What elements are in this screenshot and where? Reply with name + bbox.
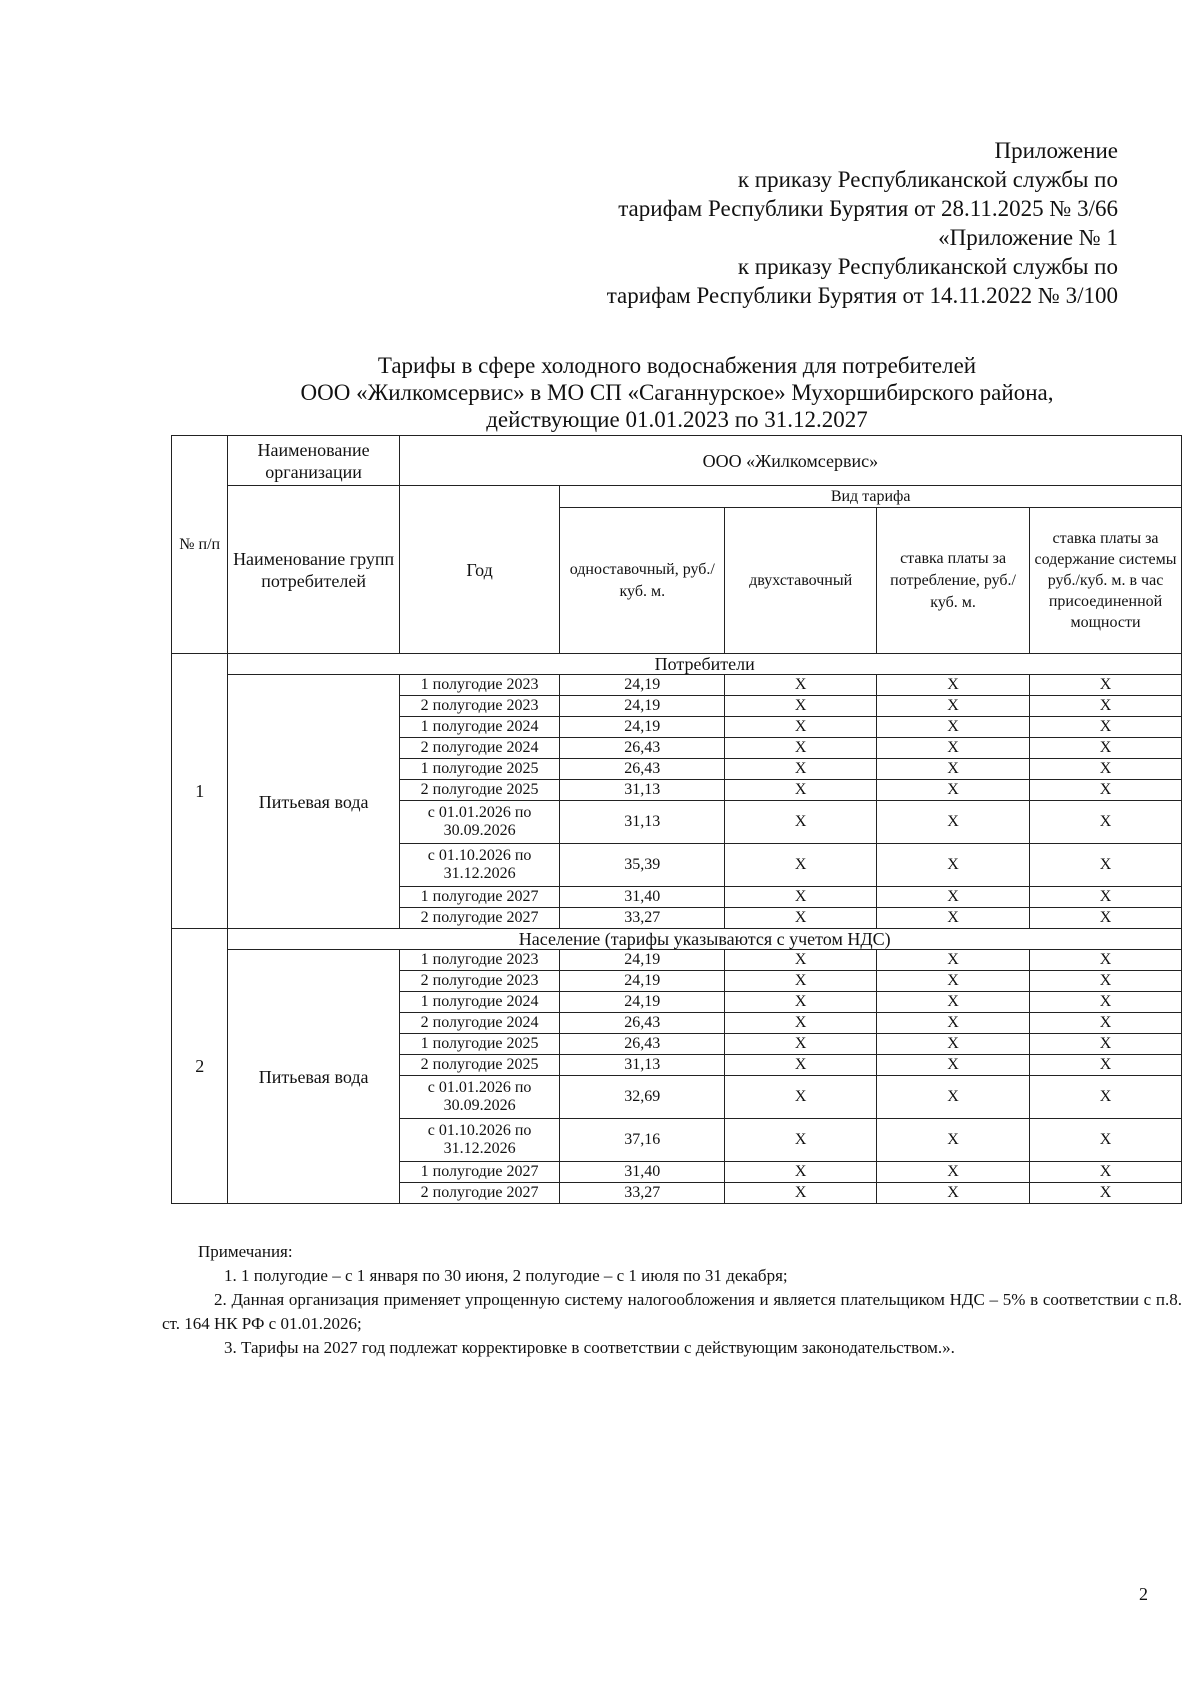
single-rate-cell: 35,39 <box>560 844 725 887</box>
capacity-rate-cell: X <box>1030 1055 1182 1076</box>
single-rate-cell: 26,43 <box>560 1013 725 1034</box>
single-rate-cell: 24,19 <box>560 992 725 1013</box>
double-rate-cell: X <box>725 717 877 738</box>
header-line: тарифам Республики Бурятия от 28.11.2025 № 3/66 <box>618 196 1118 221</box>
page-number: 2 <box>1139 1584 1148 1604</box>
capacity-rate-cell: X <box>1030 844 1182 887</box>
single-rate-cell: 31,13 <box>560 801 725 844</box>
tariff-table <box>171 435 1182 1204</box>
capacity-rate-cell: X <box>1030 887 1182 908</box>
period-cell: 1 полугодие 2025 <box>399 759 560 780</box>
tariff-type-header: Вид тарифа <box>560 486 1182 508</box>
header-line: Приложение <box>994 138 1118 163</box>
period-cell: 1 полугодие 2025 <box>399 1034 560 1055</box>
capacity-rate-cell: X <box>1030 1162 1182 1183</box>
double-rate-cell: X <box>725 1076 877 1119</box>
consumption-rate-cell: X <box>877 1183 1030 1204</box>
capacity-rate-cell: X <box>1030 738 1182 759</box>
capacity-rate-cell: X <box>1030 992 1182 1013</box>
period-cell: 1 полугодие 2027 <box>399 1162 560 1183</box>
consumption-rate-cell: X <box>877 950 1030 971</box>
period-cell: с 01.01.2026 по 30.09.2026 <box>399 801 560 844</box>
period-cell: 2 полугодие 2027 <box>399 1183 560 1204</box>
double-rate-cell: X <box>725 1119 877 1162</box>
capacity-rate-cell: X <box>1030 1034 1182 1055</box>
document-header <box>607 136 1118 310</box>
table-row <box>172 675 1182 696</box>
title-line: Тарифы в сфере холодного водоснабжения для потребителей <box>377 353 977 378</box>
double-rate-cell: X <box>725 1055 877 1076</box>
capacity-rate-cell: X <box>1030 1183 1182 1204</box>
double-rate-cell: X <box>725 1034 877 1055</box>
consumption-rate-cell: X <box>877 738 1030 759</box>
double-rate-cell: X <box>725 1013 877 1034</box>
consumption-rate-cell: X <box>877 801 1030 844</box>
consumption-rate-cell: X <box>877 717 1030 738</box>
period-cell: с 01.01.2026 по 30.09.2026 <box>399 1076 560 1119</box>
double-rate-cell: X <box>725 908 877 929</box>
period-cell: 2 полугодие 2023 <box>399 971 560 992</box>
single-rate-cell: 26,43 <box>560 1034 725 1055</box>
capacity-rate-cell: X <box>1030 717 1182 738</box>
single-rate-cell: 26,43 <box>560 759 725 780</box>
single-rate-cell: 37,16 <box>560 1119 725 1162</box>
col-capacity-header: ставка платы за содержание системы руб./куб. м. в час присоединенной мощности <box>1030 508 1182 654</box>
section-number: 2 <box>172 929 228 1204</box>
consumption-rate-cell: X <box>877 1119 1030 1162</box>
double-rate-cell: X <box>725 801 877 844</box>
title-line: действующие 01.01.2023 по 31.12.2027 <box>486 407 868 432</box>
table-row <box>172 950 1182 971</box>
col-groups-header: Наименование групп потребителей <box>228 486 399 654</box>
period-cell: с 01.10.2026 по 31.12.2026 <box>399 1119 560 1162</box>
double-rate-cell: X <box>725 1183 877 1204</box>
consumer-group: Питьевая вода <box>228 675 399 929</box>
col-org-label: Наименование организации <box>228 436 399 486</box>
notes-title: Примечания: <box>198 1242 293 1261</box>
consumer-group: Питьевая вода <box>228 950 399 1204</box>
document-title <box>172 352 1182 433</box>
org-name: ООО «Жилкомсервис» <box>399 436 1181 486</box>
period-cell: 1 полугодие 2023 <box>399 950 560 971</box>
capacity-rate-cell: X <box>1030 1013 1182 1034</box>
note-item: 1. 1 полугодие – с 1 января по 30 июня, 2 полугодие – с 1 июля по 31 декабря; <box>224 1266 788 1285</box>
capacity-rate-cell: X <box>1030 1076 1182 1119</box>
consumption-rate-cell: X <box>877 992 1030 1013</box>
single-rate-cell: 31,40 <box>560 887 725 908</box>
consumption-rate-cell: X <box>877 675 1030 696</box>
double-rate-cell: X <box>725 696 877 717</box>
period-cell: 1 полугодие 2024 <box>399 992 560 1013</box>
single-rate-cell: 24,19 <box>560 717 725 738</box>
double-rate-cell: X <box>725 675 877 696</box>
notes <box>162 1240 1182 1360</box>
consumption-rate-cell: X <box>877 971 1030 992</box>
capacity-rate-cell: X <box>1030 801 1182 844</box>
period-cell: 1 полугодие 2024 <box>399 717 560 738</box>
double-rate-cell: X <box>725 971 877 992</box>
single-rate-cell: 31,40 <box>560 1162 725 1183</box>
single-rate-cell: 32,69 <box>560 1076 725 1119</box>
consumption-rate-cell: X <box>877 1055 1030 1076</box>
capacity-rate-cell: X <box>1030 780 1182 801</box>
capacity-rate-cell: X <box>1030 971 1182 992</box>
capacity-rate-cell: X <box>1030 696 1182 717</box>
section-category: Потребители <box>228 654 1182 675</box>
consumption-rate-cell: X <box>877 887 1030 908</box>
double-rate-cell: X <box>725 1162 877 1183</box>
single-rate-cell: 31,13 <box>560 780 725 801</box>
period-cell: 2 полугодие 2024 <box>399 738 560 759</box>
section-number: 1 <box>172 654 228 929</box>
consumption-rate-cell: X <box>877 696 1030 717</box>
header-line: тарифам Республики Бурятия от 14.11.2022 № 3/100 <box>606 283 1118 308</box>
single-rate-cell: 24,19 <box>560 696 725 717</box>
period-cell: 1 полугодие 2023 <box>399 675 560 696</box>
note-item: 2. Данная организация применяет упрощенную систему налогообложения и является плательщиком НДС – 5% в соответствии с п.8. ст. 164 НК РФ с 01.01.2026; <box>162 1290 1182 1333</box>
single-rate-cell: 24,19 <box>560 950 725 971</box>
double-rate-cell: X <box>725 780 877 801</box>
header-line: к приказу Республиканской службы по <box>737 167 1118 192</box>
consumption-rate-cell: X <box>877 780 1030 801</box>
section-category: Население (тарифы указываются с учетом НДС) <box>228 929 1182 950</box>
period-cell: 2 полугодие 2023 <box>399 696 560 717</box>
single-rate-cell: 26,43 <box>560 738 725 759</box>
single-rate-cell: 33,27 <box>560 908 725 929</box>
col-double-header: двухставочный <box>725 508 877 654</box>
header-line: к приказу Республиканской службы по <box>737 254 1118 279</box>
header-line: «Приложение № 1 <box>938 225 1118 250</box>
capacity-rate-cell: X <box>1030 950 1182 971</box>
consumption-rate-cell: X <box>877 1013 1030 1034</box>
consumption-rate-cell: X <box>877 1162 1030 1183</box>
period-cell: 2 полугодие 2027 <box>399 908 560 929</box>
consumption-rate-cell: X <box>877 844 1030 887</box>
single-rate-cell: 24,19 <box>560 675 725 696</box>
period-cell: 1 полугодие 2027 <box>399 887 560 908</box>
col-consumption-header: ставка платы за потребление, руб./ куб. м. <box>877 508 1030 654</box>
double-rate-cell: X <box>725 887 877 908</box>
period-cell: 2 полугодие 2025 <box>399 780 560 801</box>
consumption-rate-cell: X <box>877 908 1030 929</box>
capacity-rate-cell: X <box>1030 759 1182 780</box>
consumption-rate-cell: X <box>877 759 1030 780</box>
capacity-rate-cell: X <box>1030 908 1182 929</box>
col-year-header: Год <box>399 486 560 654</box>
single-rate-cell: 24,19 <box>560 971 725 992</box>
col-single-header: одноставочный, руб./ куб. м. <box>560 508 725 654</box>
double-rate-cell: X <box>725 738 877 759</box>
double-rate-cell: X <box>725 844 877 887</box>
consumption-rate-cell: X <box>877 1076 1030 1119</box>
period-cell: с 01.10.2026 по 31.12.2026 <box>399 844 560 887</box>
double-rate-cell: X <box>725 759 877 780</box>
consumption-rate-cell: X <box>877 1034 1030 1055</box>
title-line: ООО «Жилкомсервис» в МО СП «Саганнурское» Мухоршибирского района, <box>300 380 1054 405</box>
capacity-rate-cell: X <box>1030 675 1182 696</box>
double-rate-cell: X <box>725 992 877 1013</box>
double-rate-cell: X <box>725 950 877 971</box>
note-item: 3. Тарифы на 2027 год подлежат корректировке в соответствии с действующим законодательством.». <box>224 1338 955 1357</box>
single-rate-cell: 33,27 <box>560 1183 725 1204</box>
period-cell: 2 полугодие 2025 <box>399 1055 560 1076</box>
capacity-rate-cell: X <box>1030 1119 1182 1162</box>
period-cell: 2 полугодие 2024 <box>399 1013 560 1034</box>
single-rate-cell: 31,13 <box>560 1055 725 1076</box>
col-num-header: № п/п <box>172 436 228 654</box>
